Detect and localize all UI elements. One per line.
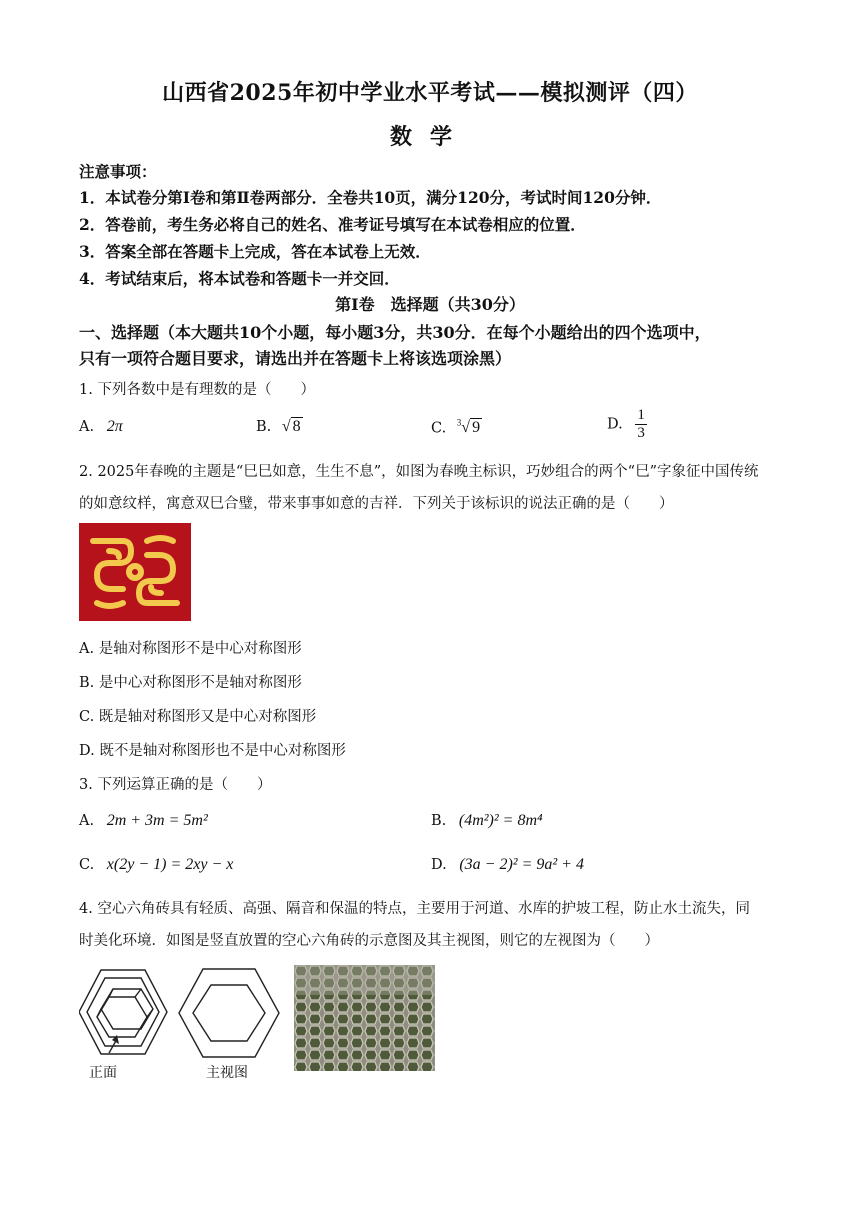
- subject-title: 数学: [389, 124, 470, 150]
- hex-brick-svg: [79, 967, 169, 1057]
- question-2-stem: 的如意纹样，寓意双巳合璧，带来事事如意的吉祥．下列关于该标识的说法正确的是（ ）: [79, 496, 674, 512]
- q3-option-a: [79, 812, 208, 830]
- notice-item: 1．本试卷分第Ⅰ卷和第Ⅱ卷两部分．全卷共10页，满分120分，考试时间120分钟．: [79, 188, 662, 207]
- q1-option-c-index: 3: [456, 418, 462, 428]
- q1-option-b: [256, 418, 303, 436]
- q1-option-b-radicand: 8: [292, 418, 301, 435]
- q2-option-a: A. 是轴对称图形不是中心对称图形: [79, 641, 302, 657]
- hex-brick-3d-figure: [79, 967, 169, 1057]
- option-label: A.: [79, 813, 95, 829]
- q3-option-c-expr: x(2y − 1) = 2xy − x: [106, 856, 234, 873]
- option-label: D.: [607, 416, 623, 433]
- question-3-stem: 3. 下列运算正确的是（ ）: [79, 777, 272, 793]
- main-view-figure: [177, 967, 281, 1059]
- hex-brick-photo: [294, 965, 435, 1071]
- q1-option-c-radicand: 9: [472, 419, 481, 437]
- hex-brick-photo-svg: [294, 965, 435, 1071]
- main-view-svg: [177, 967, 281, 1059]
- option-label: B.: [431, 813, 447, 829]
- q2-option-d: D. 既不是轴对称图形也不是中心对称图形: [79, 743, 346, 759]
- option-label: C.: [431, 420, 447, 437]
- option-label: D.: [431, 857, 447, 873]
- q3-option-b-expr: (4m²)² = 8m⁴: [458, 812, 543, 829]
- q3-option-d: [431, 856, 584, 874]
- cube-root-symbol: $^3$√ 9: [456, 418, 481, 437]
- q3-option-c: [79, 856, 233, 874]
- fraction-denominator: 3: [637, 425, 645, 441]
- option-label: B.: [256, 419, 272, 435]
- caption-main-view: 主视图: [206, 1065, 248, 1081]
- q2-option-b: B. 是中心对称图形不是轴对称图形: [79, 675, 302, 691]
- logo-svg: [79, 523, 191, 621]
- exam-title: 山西省2025年初中学业水平考试——模拟测评（四）: [162, 80, 698, 106]
- part-title: 第Ⅰ卷 选择题（共30分）: [335, 295, 525, 314]
- q2-option-c: C. 既是轴对称图形又是中心对称图形: [79, 709, 317, 725]
- sqrt-symbol: √ 8: [281, 418, 301, 435]
- question-4-stem: 时美化环境．如图是竖直放置的空心六角砖的示意图及其主视图，则它的左视图为（ ）: [79, 933, 659, 949]
- q1-option-c: [431, 418, 482, 437]
- q1-option-d: [607, 407, 647, 442]
- section-instructions: 一、选择题（本大题共10个小题，每小题3分，共30分．在每个小题给出的四个选项中，: [79, 323, 711, 342]
- option-label: A.: [79, 419, 95, 435]
- notice-item: 4．考试结束后，将本试卷和答题卡一并交回．: [79, 269, 400, 288]
- caption-front: 正面: [89, 1065, 117, 1081]
- spring-festival-logo: [79, 523, 191, 621]
- notice-item: 3．答案全部在答题卡上完成，答在本试卷上无效．: [79, 242, 431, 261]
- fraction-numerator: 1: [637, 407, 645, 423]
- q3-option-a-expr: 2m + 3m = 5m²: [106, 812, 208, 829]
- q1-option-d-fraction: [635, 407, 647, 442]
- q1-option-a-expr: 2π: [106, 418, 123, 435]
- question-2-stem: 2. 2025年春晚的主题是“巳巳如意，生生不息”，如图为春晚主标识，巧妙组合的两个“巳”字象征中国传统: [79, 464, 759, 480]
- q3-option-d-expr: (3a − 2)² = 9a² + 4: [459, 856, 584, 873]
- q1-option-a: [79, 418, 123, 436]
- q3-option-b: [431, 812, 543, 830]
- notice-item: 2．答卷前，考生务必将自己的姓名、准考证号填写在本试卷相应的位置．: [79, 215, 586, 234]
- notice-heading: 注意事项：: [79, 162, 157, 181]
- question-4-stem: 4. 空心六角砖具有轻质、高强、隔音和保温的特点，主要用于河道、水库的护坡工程，防止水土流失，同: [79, 901, 750, 917]
- question-1-stem: 1. 下列各数中是有理数的是（ ）: [79, 382, 315, 398]
- section-instructions: 只有一项符合题目要求，请选出并在答题卡上将该选项涂黑）: [79, 349, 512, 368]
- option-label: C.: [79, 857, 95, 873]
